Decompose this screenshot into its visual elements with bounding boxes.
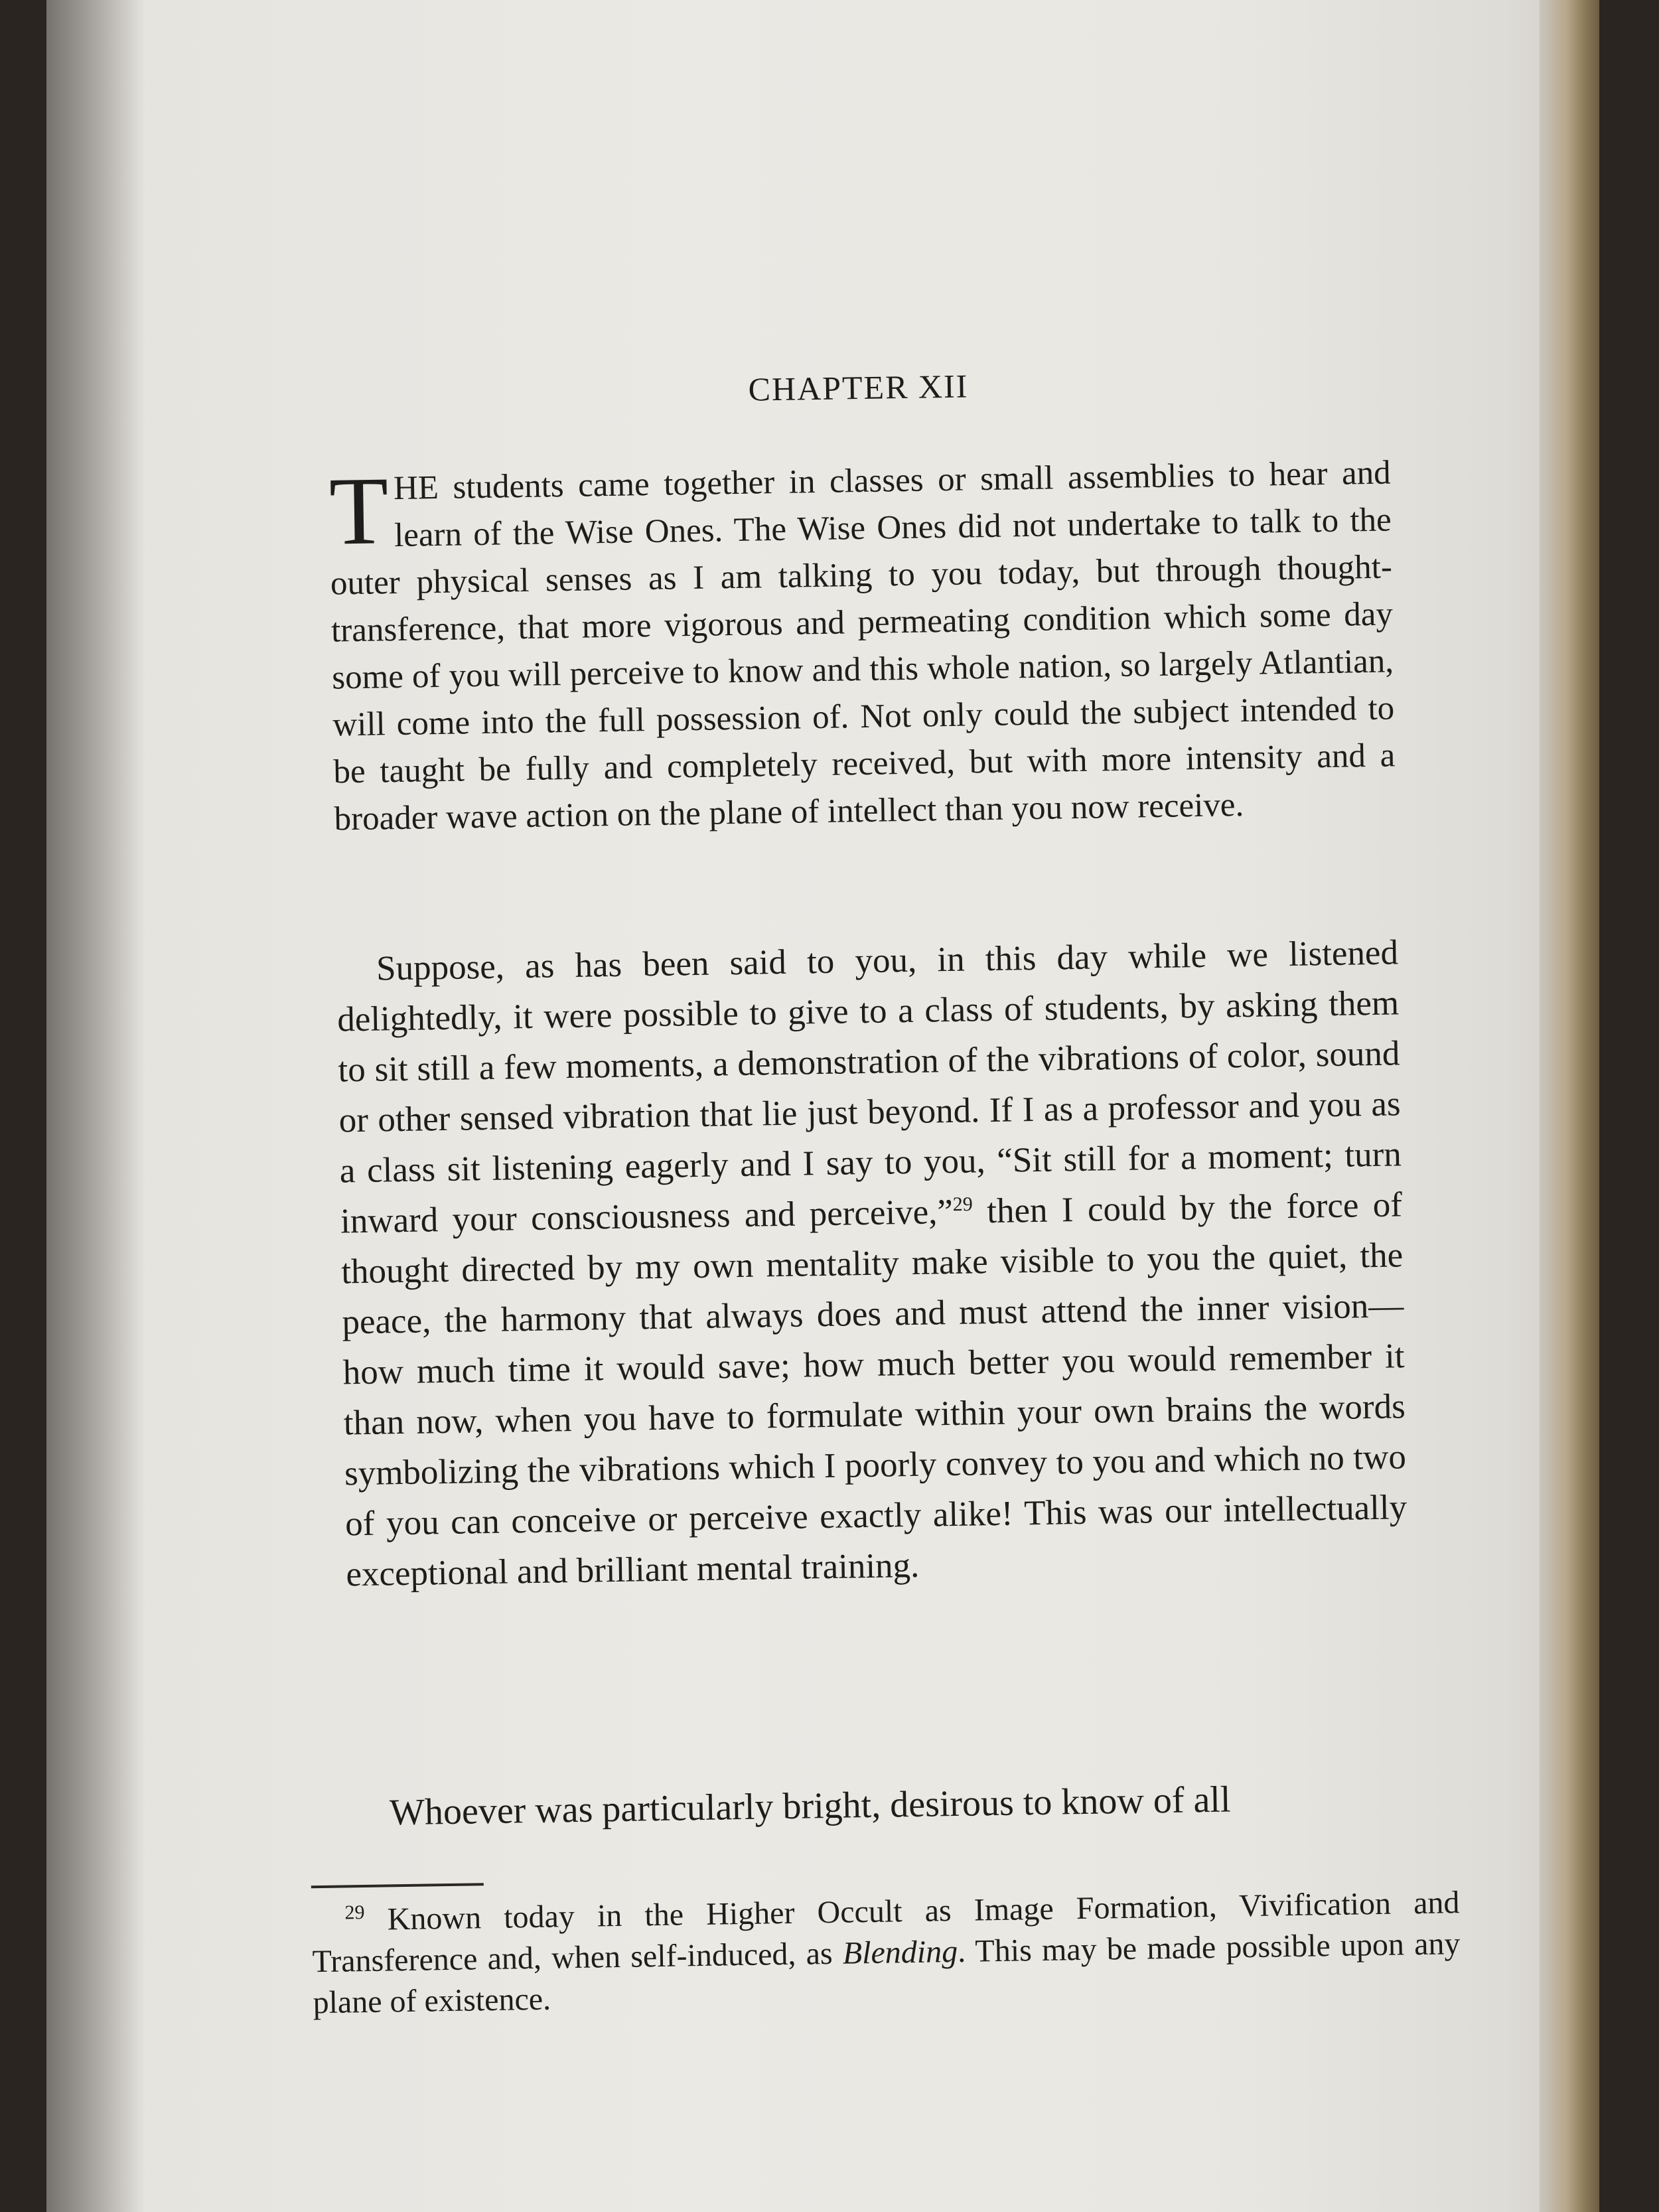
text-block	[281, 0, 1461, 2212]
paragraph-2-text-before: Suppose, as has been said to you, in this day while we listened delightedly, it were possible to give to a class of students, by asking them to sit still a few moments, a demonstration of the vibrations of color, sound or other sensed vibration that lie just beyond. If I as a professor and you as a class sit listening eagerly and I say to you, “Sit still for a moment; turn inward your consciousness and perceive,”	[336, 933, 1402, 1241]
book-cover-edge	[1540, 0, 1599, 2212]
chapter-title: CHAPTER XII	[748, 367, 969, 408]
paragraph-2	[336, 927, 1408, 1599]
footnote-text-before: Known today in the Higher Occult as Image Formation, Vivification and Transference and, when self-induced, as	[312, 1885, 1460, 1980]
paragraph-3-text: Whoever was particularly bright, desirous to know of all	[389, 1779, 1231, 1834]
footnote-marker: 29	[344, 1901, 365, 1924]
paragraph-1-text: students came together in classes or small assemblies to hear and learn of the Wise Ones. The Wise Ones did not undertake to talk to the outer physical senses as I am talking to you today, but through thought-transference, that more vigorous and permeating condition which some day some of you will perceive to know and this whole nation, so largely Atlantian, will come into the full possession of. Not only could the subject intended to be taught be fully and completely received, but with more intensity and a broader wave action on the plane of intellect than you now receive.	[330, 454, 1396, 838]
book-page	[46, 0, 1599, 2212]
paragraph-1	[328, 449, 1396, 843]
paragraph-3	[349, 1770, 1411, 1840]
footnote-italic-term: Blending	[842, 1933, 958, 1971]
paragraph-2-text-after: then I could by the force of thought directed by my own mentality make visible to you the quiet, the peace, the harmony that always does and must attend the inner vision—how much time it would save; how much better you would remember it than now, when you have to formulate within your own brains the words symbolizing the vibrations which I poorly convey to you and which no two of you can conceive or perceive exactly alike! This was our intellectually exceptional and brilliant mental training.	[340, 1185, 1407, 1594]
footnote	[311, 1882, 1461, 2024]
footnote-reference[interactable]: 29	[952, 1193, 973, 1216]
footnote-text-after: . This may be made possible upon any plane of existence.	[313, 1926, 1461, 2021]
footnote-divider	[311, 1883, 484, 1888]
small-caps-lead: HE	[393, 469, 439, 508]
spine-shadow	[46, 0, 146, 2212]
drop-cap: T	[328, 457, 390, 565]
